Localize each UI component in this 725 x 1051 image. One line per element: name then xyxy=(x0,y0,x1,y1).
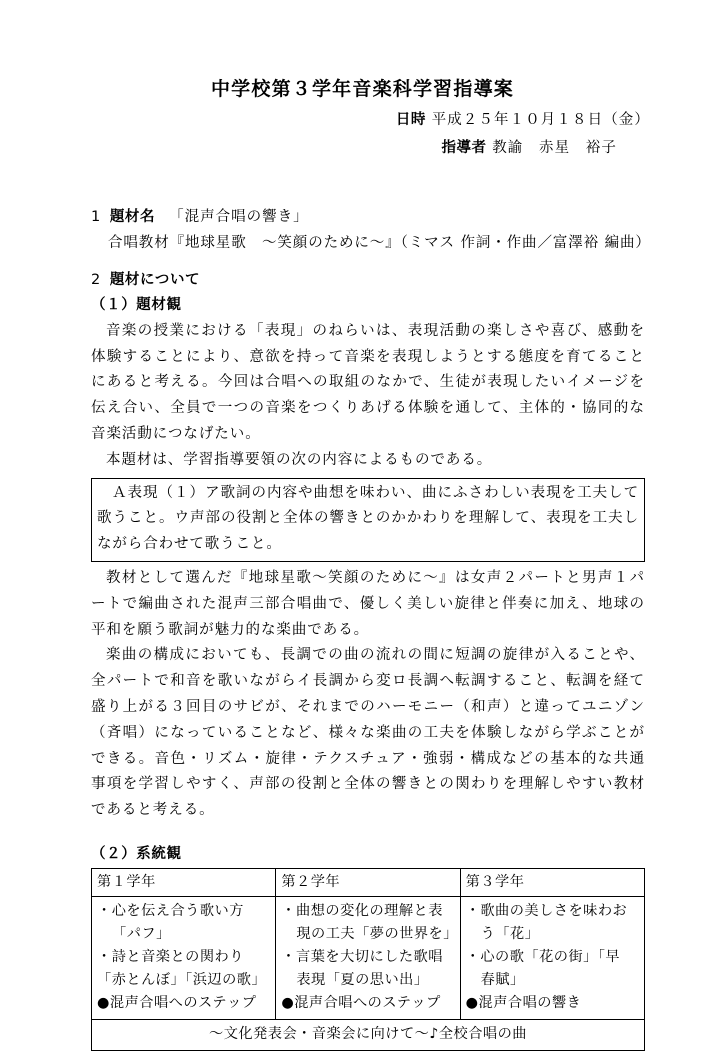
page-title: 中学校第３学年音楽科学習指導案 xyxy=(210,78,514,100)
section-2-1-paragraph-3: 教材として選んだ『地球星歌～笑顔のために～』は女声２パートと男声１パートで編曲された混声三部合唱曲で、優しく美しい旋律と伴奏に加え、地球の平和を願う歌詞が魅力的な楽曲である。 xyxy=(91,569,645,638)
list-item-bullet: ●混声合唱の響き xyxy=(465,994,582,1011)
systematic-view-table xyxy=(91,868,645,1051)
table-body xyxy=(92,868,645,1050)
list-item-bullet: ・心の歌「花の街」「早 xyxy=(465,948,621,965)
list-item xyxy=(97,992,270,1015)
list-item-bullet: ●混声合唱へのステップ xyxy=(281,994,441,1011)
list-item-continuation: 「パフ」 xyxy=(112,925,171,942)
list-item xyxy=(281,992,454,1015)
curriculum-quote-box xyxy=(91,478,645,562)
list-item xyxy=(97,900,270,946)
list-item xyxy=(281,900,458,946)
list-item-bullet: ・言葉を大切にした歌唱 xyxy=(281,948,443,965)
table-cell-grade-2 xyxy=(276,896,460,1019)
section-1-material: 合唱教材『地球星歌 ～笑顔のために～』（ミマス 作詞・作曲／富澤裕 編曲） xyxy=(108,234,651,251)
list-item-continuation: 「赤とんぼ」「浜辺の歌」 xyxy=(97,971,267,988)
section-2-1-paragraph-1: 音楽の授業における「表現」のねらいは、表現活動の楽しさや喜び、感動を体験することにより、意欲を持って音楽を表現しようとする態度を育てることにあると考える。今回は合唱への取組のなかで、生徒が表現したいイメージを伝え合い、全員で一つの音楽をつくりあげる体験を通して、主体的・協同的な音楽活動につなげたい。 xyxy=(91,322,645,442)
meta-instructor-line xyxy=(0,138,725,160)
section-1-heading xyxy=(91,205,645,230)
section-2-title: 題材について xyxy=(109,272,201,289)
table-cell-grade-1 xyxy=(92,896,276,1019)
section-2-heading xyxy=(91,268,645,293)
table-footer-row xyxy=(92,1019,645,1050)
title-block xyxy=(0,78,725,159)
meta-instructor-value: 教諭 赤星 裕子 xyxy=(492,139,617,156)
meta-date-line xyxy=(0,110,725,132)
section-1-title: 題材名 xyxy=(109,209,156,226)
section-2-2-heading: （２）系統観 xyxy=(91,845,182,862)
list-item xyxy=(281,946,454,992)
list-item xyxy=(466,900,639,946)
meta-instructor-label: 指導者 xyxy=(441,139,487,156)
table-cell-grade-3 xyxy=(460,896,644,1019)
list-item-bullet: ・詩と音楽との関わり xyxy=(97,948,244,965)
list-item-bullet: ・心を伝え合う歌い方 xyxy=(97,902,244,919)
list-item-bullet: ・曲想の変化の理解と表 xyxy=(281,902,443,919)
table-header-grade-2: 第２学年 xyxy=(276,868,460,896)
list-item xyxy=(97,946,270,992)
meta-date-label: 日時 xyxy=(395,111,426,128)
list-item-continuation: 現の工夫「夢の世界を」 xyxy=(296,925,458,942)
list-item-continuation: う「花」 xyxy=(480,925,540,942)
section-2-1-paragraph-4: 楽曲の構成においても、長調での曲の流れの間に短調の旋律が入ることや、全パートで和音を歌いながらイ長調から変ロ長調へ転調すること、転調を経て盛り上がる３回目のサビが、それまでのハーモニー（和声）と違ってユニゾン（斉唱）になっていることなど、様々な楽曲の工夫を体験しながら学ぶことができる。音色・リズム・旋律・テクスチュア・強弱・構成などの基本的な共通事項を学習しやすく、声部の役割と全体の響きとの関わりを理解しやすい教材であると考える。 xyxy=(91,647,645,819)
table-row xyxy=(92,896,645,1019)
meta-date-value: 平成２５年１０月１８日（金） xyxy=(431,111,650,128)
list-item xyxy=(466,992,639,1015)
table-header-grade-1: 第１学年 xyxy=(92,868,276,896)
list-item-continuation: 表現「夏の思い出」 xyxy=(296,971,429,988)
table-footer-cell: ～文化発表会・音楽会に向けて～♪全校合唱の曲 xyxy=(92,1019,645,1050)
section-2-1-heading: （１）題材観 xyxy=(91,297,182,314)
table-header-grade-3: 第３学年 xyxy=(460,868,644,896)
list-item-bullet: ●混声合唱へのステップ xyxy=(97,994,257,1011)
curriculum-quote-text: Ａ表現（１）ア歌詞の内容や曲想を味わい、曲にふさわしい表現を工夫して歌うこと。ウ声部の役割と全体の響きとのかかわりを理解して、表現を工夫しながら合わせて歌うこと。 xyxy=(97,484,639,553)
section-1-topic: 「混声合唱の響き」 xyxy=(169,209,309,226)
list-item-continuation: 春賦」 xyxy=(480,971,525,988)
table-header-row xyxy=(92,868,645,896)
section-2-1-paragraph-2: 本題材は、学習指導要領の次の内容によるものである。 xyxy=(106,451,493,468)
section-1-number: 1 xyxy=(91,209,101,226)
section-2-number: 2 xyxy=(91,272,101,289)
document-body xyxy=(0,187,725,1051)
list-item-bullet: ・歌曲の美しさを味わお xyxy=(465,902,628,919)
list-item xyxy=(466,946,639,992)
